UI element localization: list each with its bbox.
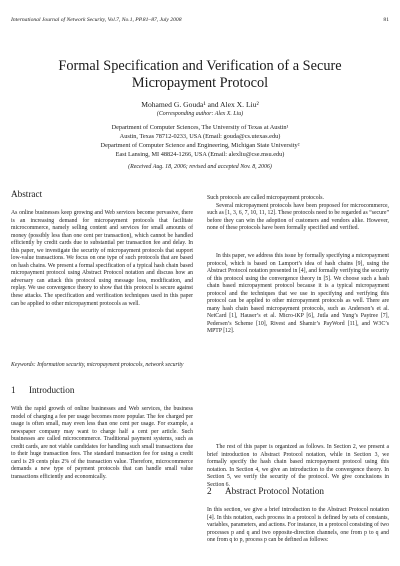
section-2-title: Abstract Protocol Notation: [225, 486, 325, 496]
paper-title-line-1: Formal Specification and Verification of a Secure: [58, 58, 342, 74]
page-number: 81: [383, 17, 389, 23]
intro-continued: [207, 195, 389, 233]
abstract-heading: Abstract: [11, 189, 43, 199]
section-1-heading: [11, 385, 74, 395]
affiliation-1-address: Austin, Texas 78712-0233, USA (Email: gouda@cs.utexas.edu): [119, 133, 281, 140]
intro-paragraph-4-block: [207, 444, 389, 489]
abstract-paragraph: As online businesses keep growing and Web services become pervasive, there is an increasing demand for micropayment protocols that facilitate microcommerce, namely selling content and services for small amounts of money (possibly less than one cent per transaction), which cannot be handled efficiently by credit cards due to substantial per transaction fee and delay. In this paper, we investigate the security of micropayment protocols that support low-value transactions. We focus on one type of such protocols that are based on hash chains. We present a formal specification of a typical hash chain based micropayment protocol using Abstract Protocol notation and discuss how an adversary can attack this protocol using message loss, modification, and replay. We use convergence theory to show that this protocol is secure against these attacks. The specification and verification techniques used in this paper can be applied to other micropayment protocols as well.: [11, 210, 193, 307]
corresponding-author: (Corresponding author: Alex X. Liu): [156, 111, 244, 117]
section-2-text: [207, 507, 389, 545]
intro-text: [11, 406, 193, 481]
affiliation-1-dept: Department of Computer Sciences, The University of Texas at Austin¹: [111, 124, 289, 131]
paper-title-line-2: Micropayment Protocol: [131, 75, 269, 91]
intro-paragraph-2: Several micropayment protocols have been proposed for microcommerce, such as [1, 3, 6, 7, 10, 11, 12]. These protocols need to be regarded as “secure” before they can win the adoption of customers and vendors alike. However, none of these protocols have been formally specified and verified.: [207, 202, 389, 232]
abstract-text: [11, 210, 193, 308]
intro-paragraph-3: In this paper, we address this issue by formally specifying a micropayment protocol, which is based on Lamport’s idea of hash chains [9], using the Abstract Protocol notation presented in [4], and formally verifying the security of this protocol using the convergence theory in [5]. We choose such a hash chain based micropayment protocol because it is a typical micropayment protocol and the techniques that we use in specifying and verifying this protocol can be applied to other micropayment protocols as well. There are many hash chain based micropayment protocols, such as Anderson’s et al. NetCard [1], Hauser’s et al. Micro-iKP [6], Jutla and Yung’s Paytree [7], Pedersen’s Scheme [10], Rivest and Shamir’s PayWord [11], and W3C’s MPTP [12].: [207, 253, 389, 335]
section-2-number: 2: [207, 486, 212, 496]
section-1-title: Introduction: [29, 385, 75, 395]
running-head: [11, 17, 389, 23]
affiliation-2-dept: Department of Computer Science and Engineering, Michigan State University²: [100, 142, 300, 149]
keywords: [11, 362, 193, 370]
keywords-label: Keywords:: [11, 362, 36, 368]
received-dates: (Received Aug. 18, 2006; revised and accepted Nov. 8, 2006): [128, 164, 272, 170]
journal-citation: International Journal of Network Security, Vol.7, No.1, PP.81–87, July 2008: [11, 17, 182, 23]
section-2-heading: [207, 486, 324, 496]
section-2-paragraph: In this section, we give a brief introduction to the Abstract Protocol notation [4]. In this notation, each process in a protocol is defined by sets of constants, variables, parameters, and actions. For instance, in a protocol consisting of two processes p and q and two opposite-direction channels, one from p to q and one from q to p, process p can be defined as follows:: [207, 507, 389, 544]
intro-paragraph-4: The rest of this paper is organized as follows. In Section 2, we present a brief introduction to Abstract Protocol notation, while in Section 3, we formally specify the hash chain based micropayment protocol using this notation. In Section 4, we give an introduction to the convergence theory. In Section 5, we verify the security of the protocol. We give conclusions in Section 6.: [207, 444, 389, 488]
author-names: Mohamed G. Gouda¹ and Alex X. Liu²: [141, 100, 259, 109]
intro-paragraph-continued: Such protocols are called micropayment protocols.: [207, 195, 324, 201]
keywords-text: Information security, micropayment protocols, network security: [37, 362, 184, 368]
section-1-number: 1: [11, 385, 16, 395]
intro-paragraph-3-block: [207, 253, 389, 336]
intro-paragraph: With the rapid growth of online businesses and Web services, the business model of charging a fee per usage becomes more popular. The fee charged per usage is often small, may even less than one cent per usage. For example, a newspaper company may want to charge half a cent per article. Such businesses are called microcommerce. Traditional payment systems, such as credit cards, are not viable candidates for handling such small transactions due to their huge transaction fees. The standard transaction fee for using a credit card is 29 cents plus 2% of the transaction value. Therefore, microcommerce demands a new type of payment protocols that can handle small value transactions efficiently and economically.: [11, 406, 193, 480]
affiliation-2-address: East Lansing, MI 48824-1266, USA (Email: alexliu@cse.msu.edu): [115, 151, 285, 158]
